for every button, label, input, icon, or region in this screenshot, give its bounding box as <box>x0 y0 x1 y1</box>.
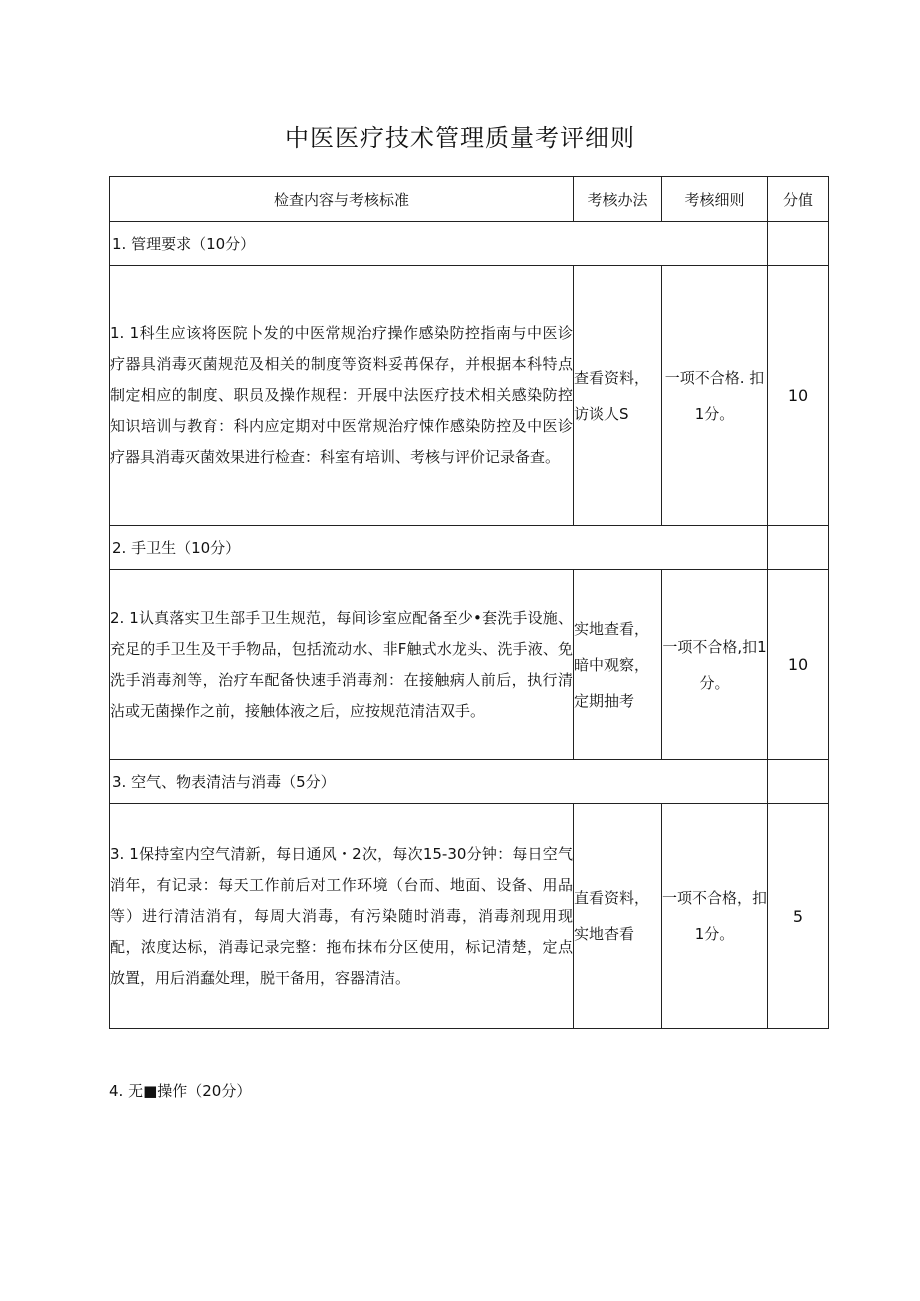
header-detail: 考核细则 <box>662 177 768 222</box>
document-title: 中医医疗技术管理质量考评细则 <box>285 124 635 152</box>
section-heading: 2. 手卫生（10分） <box>110 526 768 570</box>
item-row-2-1 <box>110 570 829 760</box>
header-row <box>110 177 829 222</box>
item-method: 查看资料，访谈人S <box>574 266 662 526</box>
section-row-2 <box>110 526 829 570</box>
section-heading: 3. 空气、物表清洁与消毒（5分） <box>110 760 768 804</box>
item-row-1-1 <box>110 266 829 526</box>
section-row-1 <box>110 222 829 266</box>
section-score-empty <box>768 222 829 266</box>
section-row-3 <box>110 760 829 804</box>
item-score: 10 <box>768 570 829 760</box>
item-content: 2. 1认真落实卫生部手卫生规范，每间诊室应配备至少•套洗手设施、充足的手卫生及干手物品，包括流动水、非F触式水龙头、洗手液、免洗手消毒剂等，治疗车配备快速手消毒剂：在接触病人前后，执行清沾或无菌操作之前，接触体液之后，应按规范清洁双手。 <box>110 570 574 760</box>
header-method: 考核办法 <box>574 177 662 222</box>
header-score: 分值 <box>768 177 829 222</box>
header-content: 检查内容与考核标准 <box>110 177 574 222</box>
item-score: 5 <box>768 804 829 1029</box>
section-score-empty <box>768 760 829 804</box>
item-detail: 一项不合格，扣1分。 <box>662 804 768 1029</box>
item-content: 3. 1保持室内空气清新，每日通风・2次，每次15-30分钟：每日空气消年，有记录：每天工作前后对工作环境（台而、地面、设备、用品等）进行清洁消有，每周大消毒，有污染随时消毒，消毒剂现用现配，浓度达标，消毒记录完整：拖布抹布分区使用，标记清楚，定点放置，用后消蠢处理，脱干备用，容器清洁。 <box>110 804 574 1029</box>
evaluation-table <box>109 176 829 1029</box>
item-method: 直看资料，实地杳看 <box>574 804 662 1029</box>
item-score: 10 <box>768 266 829 526</box>
section-score-empty <box>768 526 829 570</box>
item-method: 实地查看，暗中观察，定期抽考 <box>574 570 662 760</box>
item-detail: 一项不合格,扣1分。 <box>662 570 768 760</box>
next-section-heading: 4. 无■操作（20分） <box>109 1082 252 1100</box>
item-row-3-1 <box>110 804 829 1029</box>
item-content: 1. 1科生应该将医院卜发的中医常规治疗操作感染防控指南与中医诊疗器具消毒灭菌规范及相关的制度等资料妥苒保存，并根据本科特点制定相应的制度、职员及操作规程：开展中法医疗技术相关感染防控知识培训与教育：科内应定期对中医常规治疗悚作感染防控及中医诊疗器具消毒灭菌效果进行检查：科室有培训、考核与评价记录备查。 <box>110 266 574 526</box>
item-detail: 一项不合格. 扣1分。 <box>662 266 768 526</box>
section-heading: 1. 管理要求（10分） <box>110 222 768 266</box>
